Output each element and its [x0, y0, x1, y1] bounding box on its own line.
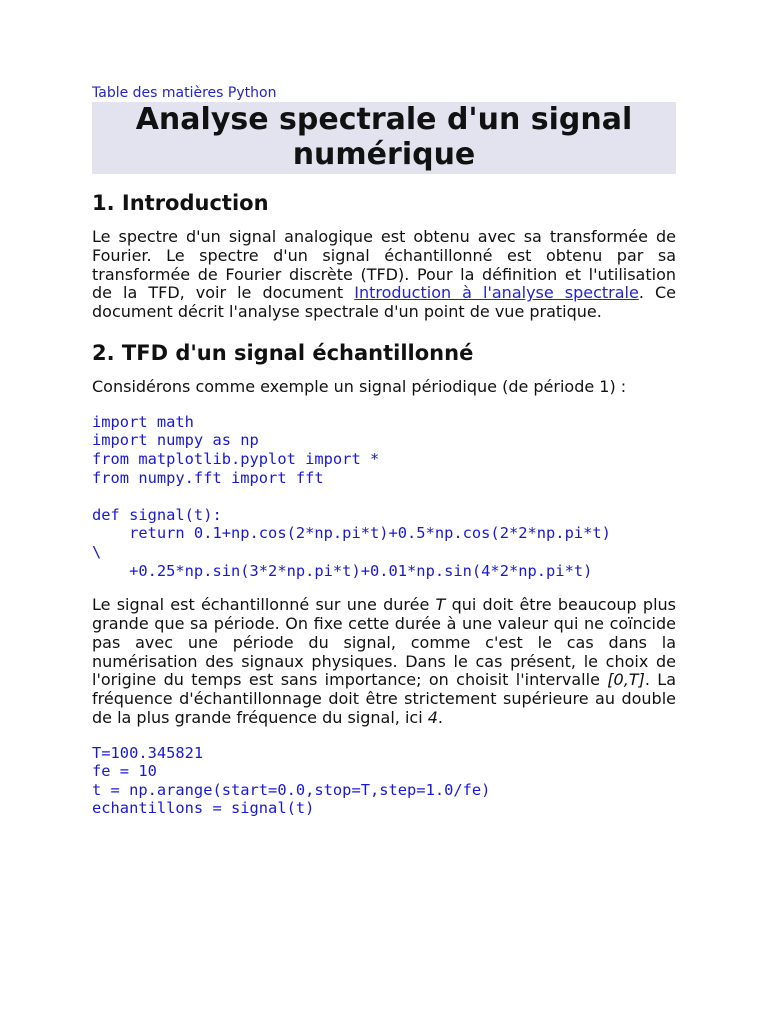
sampling-text-b: qui doit être beaucoup plus grande que sa période. On fixe cette durée à une valeur qui ne coïncide pas avec une période du signal, comme c'est le cas dans la numérisation des signaux physiques. Dans le cas présent, le choix de l'origine du temps est sans importance; on choisit l'intervalle: [92, 595, 676, 690]
sampling-max-frequency: 4: [427, 707, 438, 727]
sampling-text-d: .: [437, 707, 443, 727]
title-banner: [92, 102, 676, 174]
sampling-text-c: . La fréquence d'échantillonnage doit être strictement supérieure au double de la plus grande fréquence du signal, ici: [92, 670, 677, 727]
intro-paragraph: [92, 228, 676, 322]
sampling-text-a: Le signal est échantillonné sur une durée: [92, 595, 436, 615]
tfd-intro-paragraph: Considérons comme exemple un signal périodique (de période 1) :: [92, 376, 627, 396]
section-heading-introduction: 1. Introduction: [92, 191, 269, 215]
page-title: Analyse spectrale d'un signal numérique: [135, 102, 633, 172]
intro-text-after: . Ce document décrit l'analyse spectrale d'un point de vue pratique.: [92, 283, 677, 322]
document-page: [92, 84, 676, 818]
code-block-sampling: T=100.345821 fe = 10 t = np.arange(start=0.0,stop=T,step=1.0/fe) echantillons = signal(t): [92, 743, 491, 818]
section-heading-tfd: 2. TFD d'un signal échantillonné: [92, 340, 474, 365]
sampling-paragraph: [92, 596, 676, 728]
sampling-var-t: T: [435, 595, 446, 615]
code-block-signal: import math import numpy as np from matplotlib.pyplot import * from numpy.fft import fft def signal(t): return 0.1+np.cos(2*np.pi*t)+0.5*np.cos(2*2*np.pi*t) \ +0.25*np.sin(3*2*np.pi*t)+0.01*np.sin(4*2*np.pi*t): [92, 412, 611, 580]
table-of-contents-link[interactable]: Table des matières Python: [92, 85, 277, 101]
intro-analysis-link[interactable]: Introduction à l'analyse spectrale: [354, 283, 639, 303]
sampling-interval: [0,T]: [607, 670, 645, 690]
intro-text-before: Le spectre d'un signal analogique est obtenu avec sa transformée de Fourier. Le spectre d'un signal échantillonné est obtenu par sa transformée de Fourier discrète (TFD). Pour la définition et l'utilisation de la TFD, voir le document: [92, 227, 676, 303]
